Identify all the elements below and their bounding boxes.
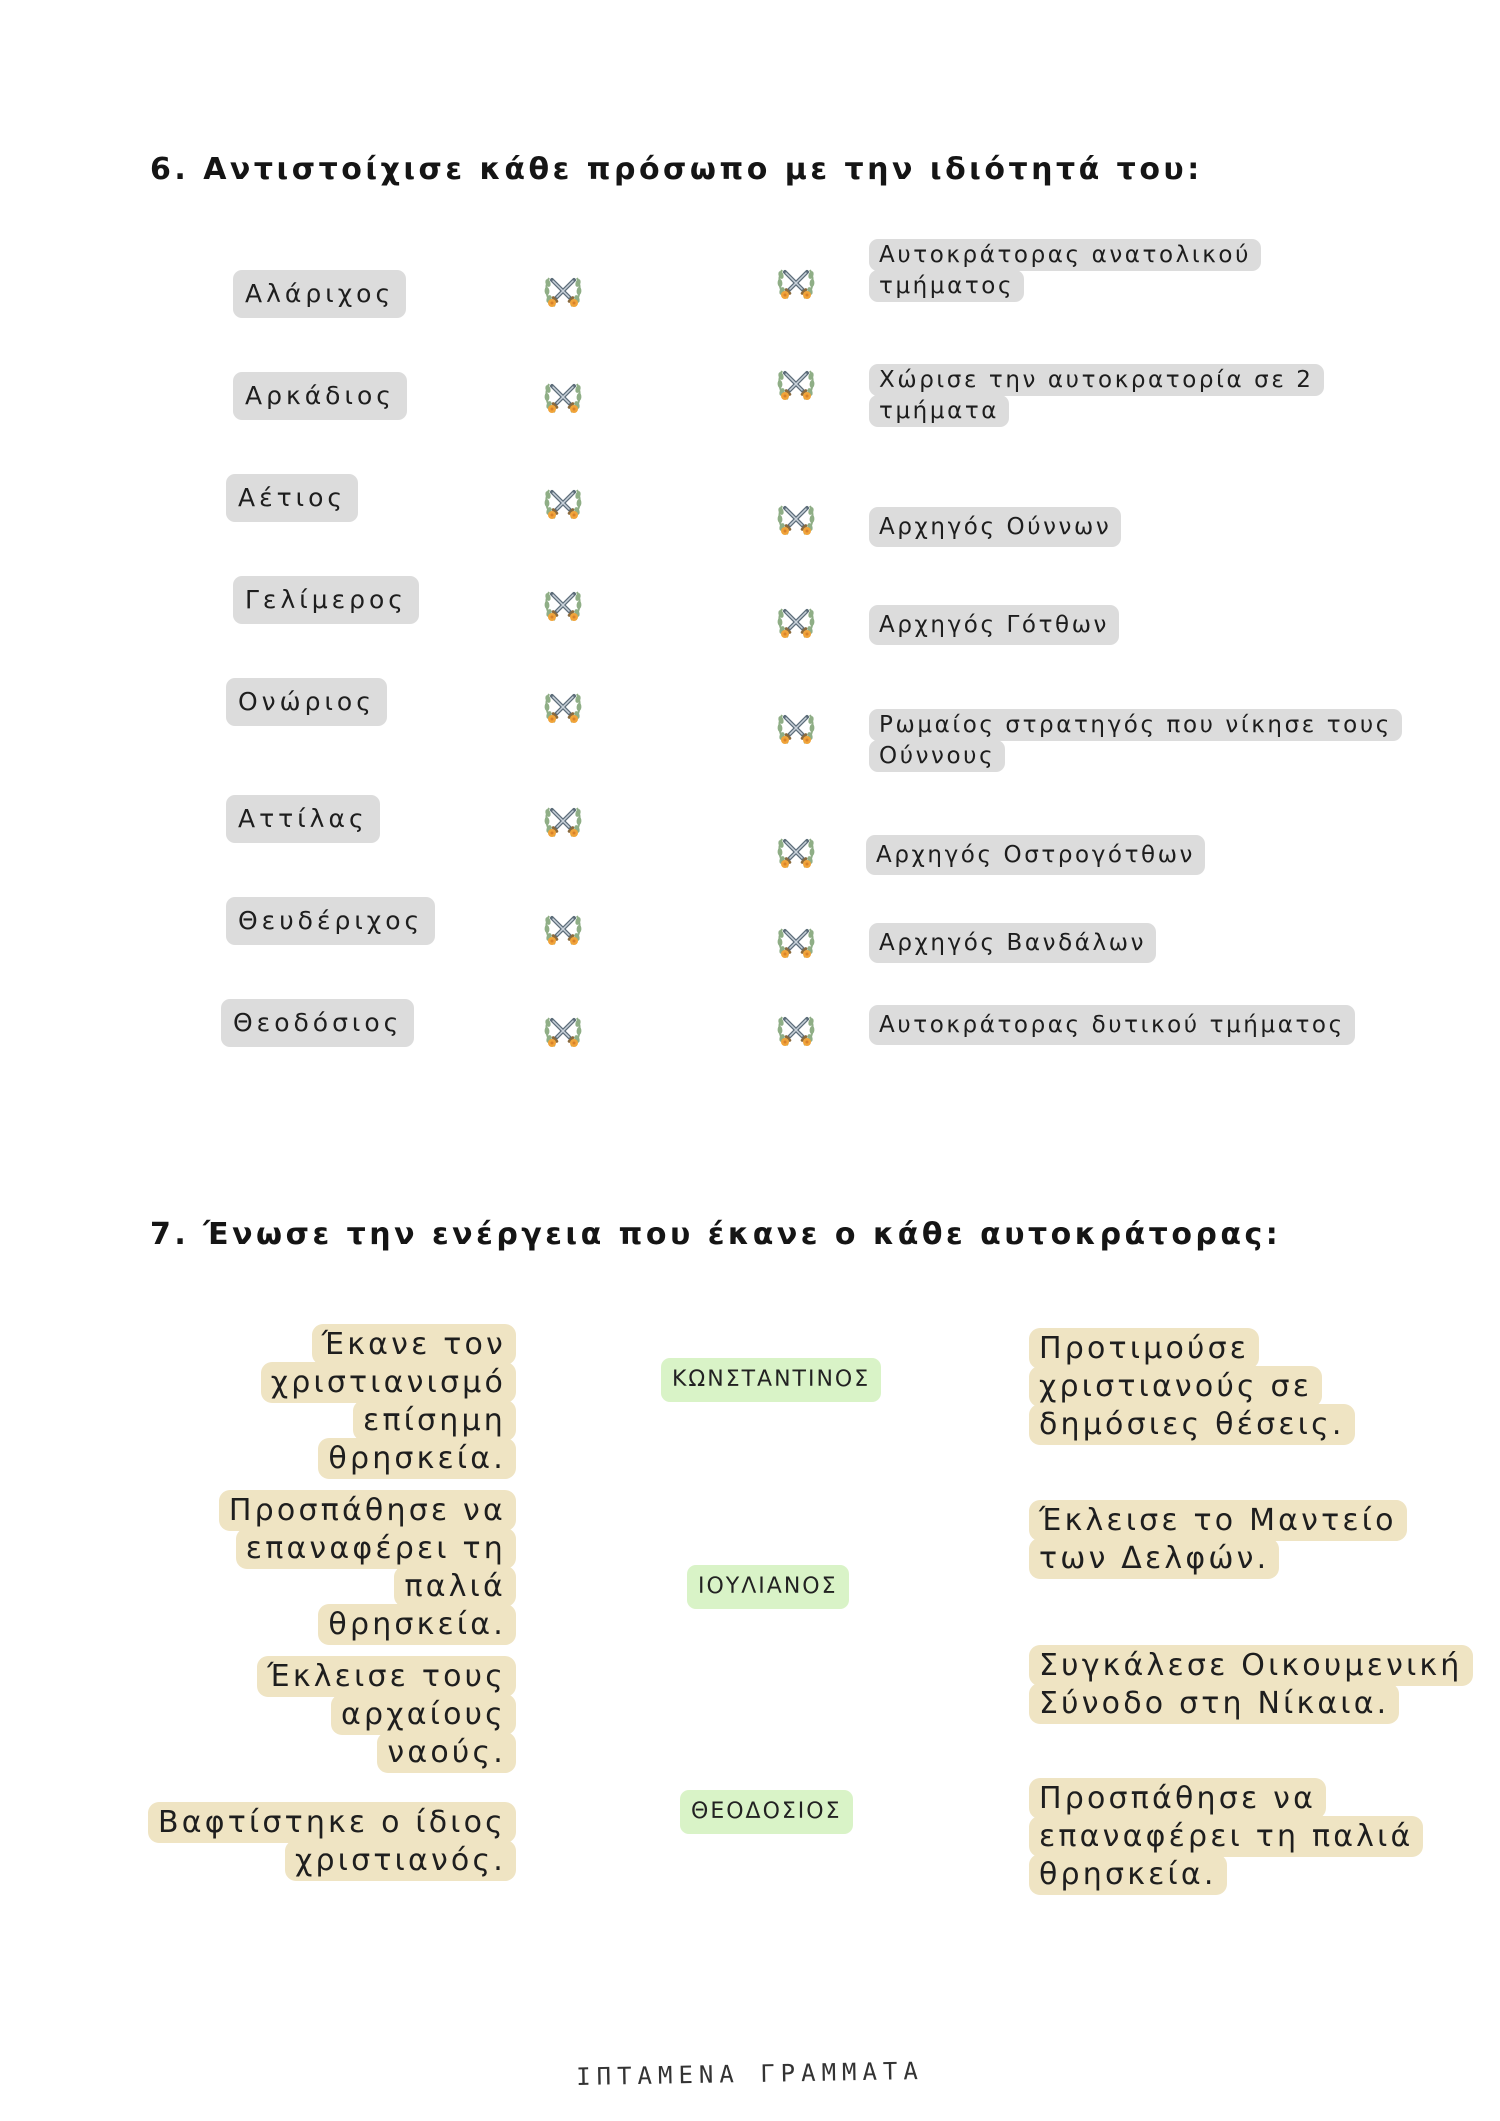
- action-left-closed-temples[interactable]: [140, 1658, 516, 1772]
- footer-logo: ΙΠΤΑΜΕΝΑ ΓΡΑΜΜΑΤΑ: [575, 2056, 925, 2092]
- action-text-line: των Δελφών.: [1029, 1538, 1279, 1579]
- crossed-swords-wreath-icon[interactable]: [773, 829, 819, 875]
- crossed-swords-wreath-icon[interactable]: [540, 906, 586, 952]
- trait-chip-eastern-emperor[interactable]: [869, 240, 1261, 302]
- action-right-closed-oracle[interactable]: [1029, 1502, 1407, 1578]
- action-left-baptized[interactable]: [140, 1804, 516, 1880]
- action-right-prefer-christians[interactable]: [1029, 1330, 1355, 1444]
- action-text-line: δημόσιες θέσεις.: [1029, 1404, 1355, 1445]
- crossed-swords-wreath-icon[interactable]: [540, 582, 586, 628]
- crossed-swords-wreath-icon[interactable]: [773, 361, 819, 407]
- trait-text-line: Χώρισε την αυτοκρατορία σε 2: [869, 364, 1324, 396]
- action-text-line: Προτιμούσε: [1029, 1328, 1259, 1369]
- crossed-swords-wreath-icon[interactable]: [540, 374, 586, 420]
- crossed-swords-wreath-icon[interactable]: [773, 1007, 819, 1053]
- trait-text-line: Αυτοκράτορας δυτικού τμήματος: [869, 1005, 1355, 1045]
- trait-chip-goths-leader[interactable]: [869, 610, 1119, 641]
- action-text-line: επαναφέρει τη παλιά: [236, 1528, 516, 1607]
- trait-text-line: Αρχηγός Οστρογότθων: [866, 835, 1205, 875]
- action-left-restore-old-religion[interactable]: [140, 1492, 516, 1644]
- crossed-swords-wreath-icon[interactable]: [773, 260, 819, 306]
- crossed-swords-wreath-icon[interactable]: [773, 496, 819, 542]
- action-text-line: Έκλεισε τους αρχαίους: [257, 1656, 516, 1735]
- trait-chip-huns-leader[interactable]: [869, 512, 1121, 543]
- trait-text-line: Ούννους: [869, 740, 1005, 772]
- trait-chip-roman-general[interactable]: [869, 710, 1402, 772]
- crossed-swords-wreath-icon[interactable]: [540, 480, 586, 526]
- action-left-official-religion[interactable]: [140, 1326, 516, 1478]
- action-text-line: επαναφέρει τη παλιά: [1029, 1816, 1423, 1857]
- crossed-swords-wreath-icon[interactable]: [773, 919, 819, 965]
- person-chip-theodosios[interactable]: Θεοδόσιος: [221, 999, 414, 1047]
- action-text-line: θρησκεία.: [1029, 1854, 1227, 1895]
- emperor-chip-konstantinos[interactable]: ΚΩΝΣΤΑΝΤΙΝΟΣ: [661, 1358, 881, 1402]
- trait-text-line: τμήματα: [869, 395, 1009, 427]
- trait-text-line: Αυτοκράτορας ανατολικού: [869, 239, 1261, 271]
- person-chip-attilas[interactable]: Αττίλας: [226, 795, 380, 843]
- trait-text-line: Αρχηγός Γότθων: [869, 605, 1119, 645]
- action-right-council-nicaea[interactable]: [1029, 1647, 1473, 1723]
- action-text-line: Προσπάθησε να: [1029, 1778, 1326, 1819]
- action-text-line: ναούς.: [377, 1732, 516, 1773]
- trait-chip-split-empire[interactable]: [869, 365, 1324, 427]
- action-text-line: χριστιανισμό επίσημη: [261, 1362, 516, 1441]
- crossed-swords-wreath-icon[interactable]: [540, 798, 586, 844]
- emperor-chip-theodosios[interactable]: ΘΕΟΔΟΣΙΟΣ: [680, 1790, 853, 1834]
- action-text-line: Βαφτίστηκε ο ίδιος: [148, 1802, 516, 1843]
- trait-text-line: Αρχηγός Βανδάλων: [869, 923, 1156, 963]
- trait-text-line: τμήματος: [869, 270, 1024, 302]
- trait-chip-vandals-leader[interactable]: [869, 928, 1156, 959]
- trait-text-line: Ρωμαίος στρατηγός που νίκησε τους: [869, 709, 1402, 741]
- crossed-swords-wreath-icon[interactable]: [540, 268, 586, 314]
- trait-chip-ostrogoths-leader[interactable]: [866, 840, 1205, 871]
- trait-text-line: Αρχηγός Ούννων: [869, 507, 1121, 547]
- action-text-line: Έκλεισε το Μαντείο: [1029, 1500, 1407, 1541]
- action-right-restore-old-religion[interactable]: [1029, 1780, 1423, 1894]
- crossed-swords-wreath-icon[interactable]: [773, 599, 819, 645]
- crossed-swords-wreath-icon[interactable]: [773, 705, 819, 751]
- action-text-line: χριστιανούς σε: [1029, 1366, 1322, 1407]
- person-chip-arkadios[interactable]: Αρκάδιος: [233, 372, 407, 420]
- section-7-title: 7. Ένωσε την ενέργεια που έκανε ο κάθε αυτοκράτορας:: [150, 1217, 1282, 1252]
- person-chip-onorios[interactable]: Ονώριος: [226, 678, 387, 726]
- section-6-title: 6. Αντιστοίχισε κάθε πρόσωπο με την ιδιότητά του:: [150, 152, 1203, 187]
- emperor-chip-ioulianos[interactable]: ΙΟΥΛΙΑΝΟΣ: [687, 1565, 849, 1609]
- person-chip-theuderichos[interactable]: Θευδέριχος: [226, 897, 435, 945]
- trait-chip-western-emperor[interactable]: [869, 1010, 1355, 1041]
- action-text-line: Συγκάλεσε Οικουμενική: [1029, 1645, 1473, 1686]
- person-chip-gelimeros[interactable]: Γελίμερος: [233, 576, 419, 624]
- action-text-line: θρησκεία.: [318, 1604, 516, 1645]
- crossed-swords-wreath-icon[interactable]: [540, 684, 586, 730]
- crossed-swords-wreath-icon[interactable]: [540, 1008, 586, 1054]
- person-chip-alarichos[interactable]: Αλάριχος: [233, 270, 406, 318]
- action-text-line: θρησκεία.: [318, 1438, 516, 1479]
- action-text-line: Έκανε τον: [312, 1324, 516, 1365]
- action-text-line: Προσπάθησε να: [219, 1490, 516, 1531]
- action-text-line: Σύνοδο στη Νίκαια.: [1029, 1683, 1399, 1724]
- action-text-line: χριστιανός.: [285, 1840, 516, 1881]
- person-chip-aetios[interactable]: Αέτιος: [226, 474, 358, 522]
